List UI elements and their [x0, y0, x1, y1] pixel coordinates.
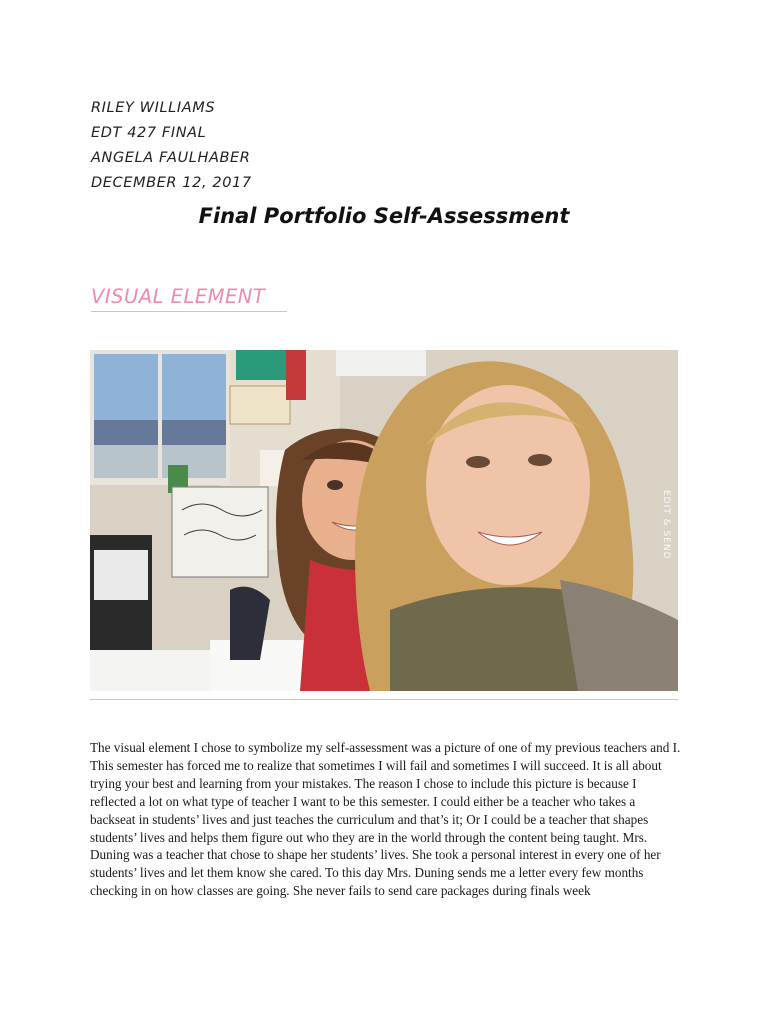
course-name: EDT 427 FINAL	[91, 125, 207, 141]
section-heading: VISUAL ELEMENT	[91, 285, 266, 308]
selfie-photo	[90, 350, 678, 691]
document-date: DECEMBER 12, 2017	[91, 175, 252, 191]
section-underline	[91, 311, 287, 312]
instructor-name: ANGELA FAULHABER	[91, 150, 251, 166]
divider-line	[90, 699, 678, 700]
author-header	[91, 96, 252, 196]
body-paragraph: The visual element I chose to symbolize my self-assessment was a picture of one of my previous teachers and I. This semester has forced me to realize that sometimes I will fail and sometimes I will succeed. It is all about trying your best and learning from your mistakes. The reason I chose to include this picture is because I reflected a lot on what type of teacher I want to be this semester. I could either be a teacher who takes a backseat in students’ lives and just teaches the curriculum and that’s it; Or I could be a teacher that shapes students’ lives and helps them figure out who they are in the world through the content being taught. Mrs. Duning was a teacher that chose to shape her students’ lives. She took a personal interest in every one of her students’ lives and let them know she cared. To this day Mrs. Duning sends me a letter every few months checking in on how classes are going. She never fails to send care packages during finals week	[90, 740, 681, 899]
page-title: Final Portfolio Self-Assessment	[198, 204, 570, 228]
author-name: RILEY WILLIAMS	[91, 100, 216, 116]
edit-send-overlay: EDIT & SEND	[661, 490, 671, 560]
